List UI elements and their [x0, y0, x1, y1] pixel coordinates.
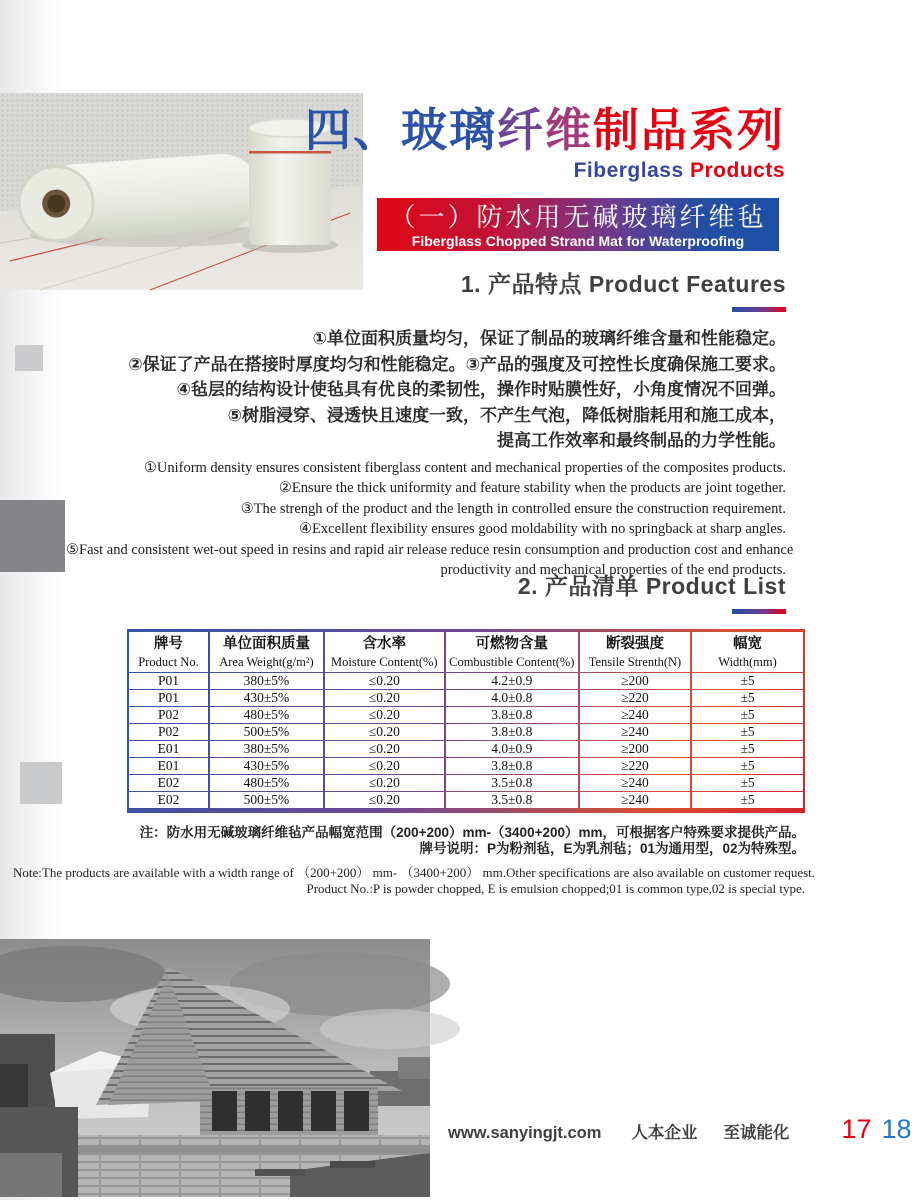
- column-header: 断裂强度 Tensile Strenth(N): [580, 632, 690, 672]
- table-cell: ±5: [692, 690, 803, 706]
- table-cell: 500±5%: [210, 792, 323, 808]
- column-header: 可燃物含量 Combustible Content(%): [446, 632, 578, 672]
- table-cell: ±5: [692, 775, 803, 791]
- table-cell: 380±5%: [210, 673, 323, 689]
- product-table-frame: [127, 629, 805, 813]
- feature-line-en: ①Uniform density ensures consistent fiberglass content and mechanical properties of the composites products.: [143, 459, 786, 476]
- table-cell: 4.0±0.9: [446, 741, 578, 757]
- table-cell: 480±5%: [210, 707, 323, 723]
- table-cell: E02: [129, 792, 208, 808]
- footer: [448, 1114, 912, 1145]
- table-cell: ≤0.20: [325, 741, 444, 757]
- note-line-zh: 牌号说明：P为粉剂毡，E为乳剂毡；01为通用型，02为特殊型。: [419, 840, 805, 856]
- product-list-accent-bar: [732, 609, 786, 614]
- notes-en: [13, 865, 816, 896]
- table-cell: ≤0.20: [325, 690, 444, 706]
- column-header: 幅宽 Width(mm): [692, 632, 803, 672]
- table-cell: 3.8±0.8: [446, 724, 578, 740]
- table-row: [129, 758, 803, 774]
- table-cell: ≥200: [580, 673, 690, 689]
- footer-slogan: 至诚能化: [723, 1124, 790, 1142]
- feature-line-zh: 提高工作效率和最终制品的力学性能。: [497, 431, 786, 450]
- feature-line-zh: ⑤树脂浸穿、浸透快且速度一致，不产生气泡，降低树脂耗用和施工成本，: [227, 405, 786, 425]
- table-cell: 3.8±0.8: [446, 758, 578, 774]
- product-table: [127, 631, 805, 809]
- feature-line-en: ③The strengh of the product and the length in controlled ensure the construction requirement.: [240, 500, 786, 517]
- title-segment: 纤: [497, 104, 545, 156]
- table-cell: 4.0±0.8: [446, 690, 578, 706]
- table-cell: ≤0.20: [325, 673, 444, 689]
- subtitle-segment: Products: [689, 158, 785, 182]
- note-line-en: Note:The products are available with a width range of （200+200） mm- （3400+200） mm.Other specifications are also available on customer request.: [13, 865, 816, 880]
- footer-slogan: 人本企业: [631, 1124, 698, 1142]
- features-accent-bar: [732, 307, 786, 312]
- decor-square: [15, 345, 43, 371]
- features-heading: 1. 产品特点 Product Features: [460, 271, 786, 297]
- features-zh: [66, 326, 786, 454]
- table-row: [129, 741, 803, 757]
- decor-square: [0, 500, 65, 572]
- table-cell: 3.5±0.8: [446, 792, 578, 808]
- building-illustration: [0, 939, 430, 1197]
- title-segment: 维: [545, 104, 593, 156]
- product-list-section: [13, 568, 816, 896]
- table-cell: 3.5±0.8: [446, 775, 578, 791]
- footer-website: www.sanyingjt.com: [448, 1124, 602, 1142]
- table-row: [129, 673, 803, 689]
- feature-line-en: productivity and mechanical properties of the end products.: [440, 562, 786, 578]
- table-cell: ≤0.20: [325, 758, 444, 774]
- table-cell: P02: [129, 707, 208, 723]
- page-title: [305, 104, 785, 157]
- product-table-body: [129, 673, 803, 808]
- table-cell: ±5: [692, 707, 803, 723]
- column-header: 单位面积质量 Area Weight(g/m²): [210, 632, 323, 672]
- notes: [13, 825, 816, 896]
- table-cell: 480±5%: [210, 775, 323, 791]
- table-cell: ±5: [692, 673, 803, 689]
- title-segment: 四、玻璃: [305, 104, 497, 156]
- table-cell: E01: [129, 741, 208, 757]
- subtitle-segment: Fiberglass: [573, 158, 690, 182]
- note-line-en: Product No.:P is powder chopped, E is emulsion chopped;01 is common type,02 is special type.: [306, 880, 805, 896]
- table-cell: ±5: [692, 741, 803, 757]
- table-cell: ≤0.20: [325, 724, 444, 740]
- table-cell: ≥240: [580, 792, 690, 808]
- product-table-header-row: [129, 632, 803, 672]
- table-cell: ≥220: [580, 690, 690, 706]
- column-header: 牌号 Product No.: [129, 632, 208, 672]
- table-cell: 500±5%: [210, 724, 323, 740]
- table-cell: P01: [129, 690, 208, 706]
- product-list-heading: 2. 产品清单 Product List: [517, 573, 786, 599]
- building-photo: [0, 939, 430, 1197]
- table-cell: ±5: [692, 724, 803, 740]
- table-cell: ≤0.20: [325, 775, 444, 791]
- banner-title-en: Fiberglass Chopped Strand Mat for Waterproofing: [411, 233, 745, 249]
- table-cell: E01: [129, 758, 208, 774]
- table-cell: E02: [129, 775, 208, 791]
- table-cell: ≥220: [580, 758, 690, 774]
- table-row: [129, 707, 803, 723]
- table-row: [129, 690, 803, 706]
- page-subtitle: [305, 159, 785, 183]
- banner-title-zh: （一）防水用无碱玻璃纤维毡: [389, 202, 767, 232]
- header: [305, 104, 785, 183]
- table-cell: ≤0.20: [325, 792, 444, 808]
- table-cell: 430±5%: [210, 758, 323, 774]
- section-banner: [377, 198, 779, 251]
- table-row: [129, 775, 803, 791]
- table-cell: ≥240: [580, 775, 690, 791]
- features-en: [66, 458, 794, 581]
- table-cell: 4.2±0.9: [446, 673, 578, 689]
- table-cell: ≥200: [580, 741, 690, 757]
- feature-line-en: ②Ensure the thick uniformity and feature stability when the products are joint together.: [278, 480, 786, 496]
- notes-zh: [13, 825, 805, 856]
- table-cell: ≤0.20: [325, 707, 444, 723]
- page-number-left: 17: [841, 1114, 872, 1144]
- table-row: [129, 724, 803, 740]
- feature-line-zh: ④毡层的结构设计使毡具有优良的柔韧性，操作时贴膜性好，小角度情况不回弹。: [176, 380, 786, 399]
- feature-line-en: ⑤Fast and consistent wet-out speed in resins and rapid air release reduce resin consumption and production cost and enhance: [66, 541, 794, 558]
- page-number-right: 18: [881, 1114, 912, 1144]
- title-segment: 制品系列: [593, 104, 785, 156]
- table-cell: ±5: [692, 792, 803, 808]
- table-cell: 380±5%: [210, 741, 323, 757]
- table-row: [129, 792, 803, 808]
- feature-line-zh: ②保证了产品在搭接时厚度均匀和性能稳定。③产品的强度及可控性长度确保施工要求。: [128, 354, 786, 374]
- feature-line-zh: ①单位面积质量均匀，保证了制品的玻璃纤维含量和性能稳定。: [312, 329, 786, 348]
- column-header: 含水率 Moisture Content(%): [325, 632, 444, 672]
- table-cell: ≥240: [580, 724, 690, 740]
- note-line-zh: 注：防水用无碱玻璃纤维毡产品幅宽范围（200+200）mm-（3400+200）mm，可根据客户特殊要求提供产品。: [139, 825, 805, 840]
- table-cell: P02: [129, 724, 208, 740]
- feature-line-en: ④Excellent flexibility ensures good moldability with no springback at sharp angles.: [299, 521, 786, 537]
- table-cell: ±5: [692, 758, 803, 774]
- features-section: [66, 266, 794, 581]
- table-cell: 3.8±0.8: [446, 707, 578, 723]
- table-cell: 430±5%: [210, 690, 323, 706]
- table-cell: P01: [129, 673, 208, 689]
- table-cell: ≥240: [580, 707, 690, 723]
